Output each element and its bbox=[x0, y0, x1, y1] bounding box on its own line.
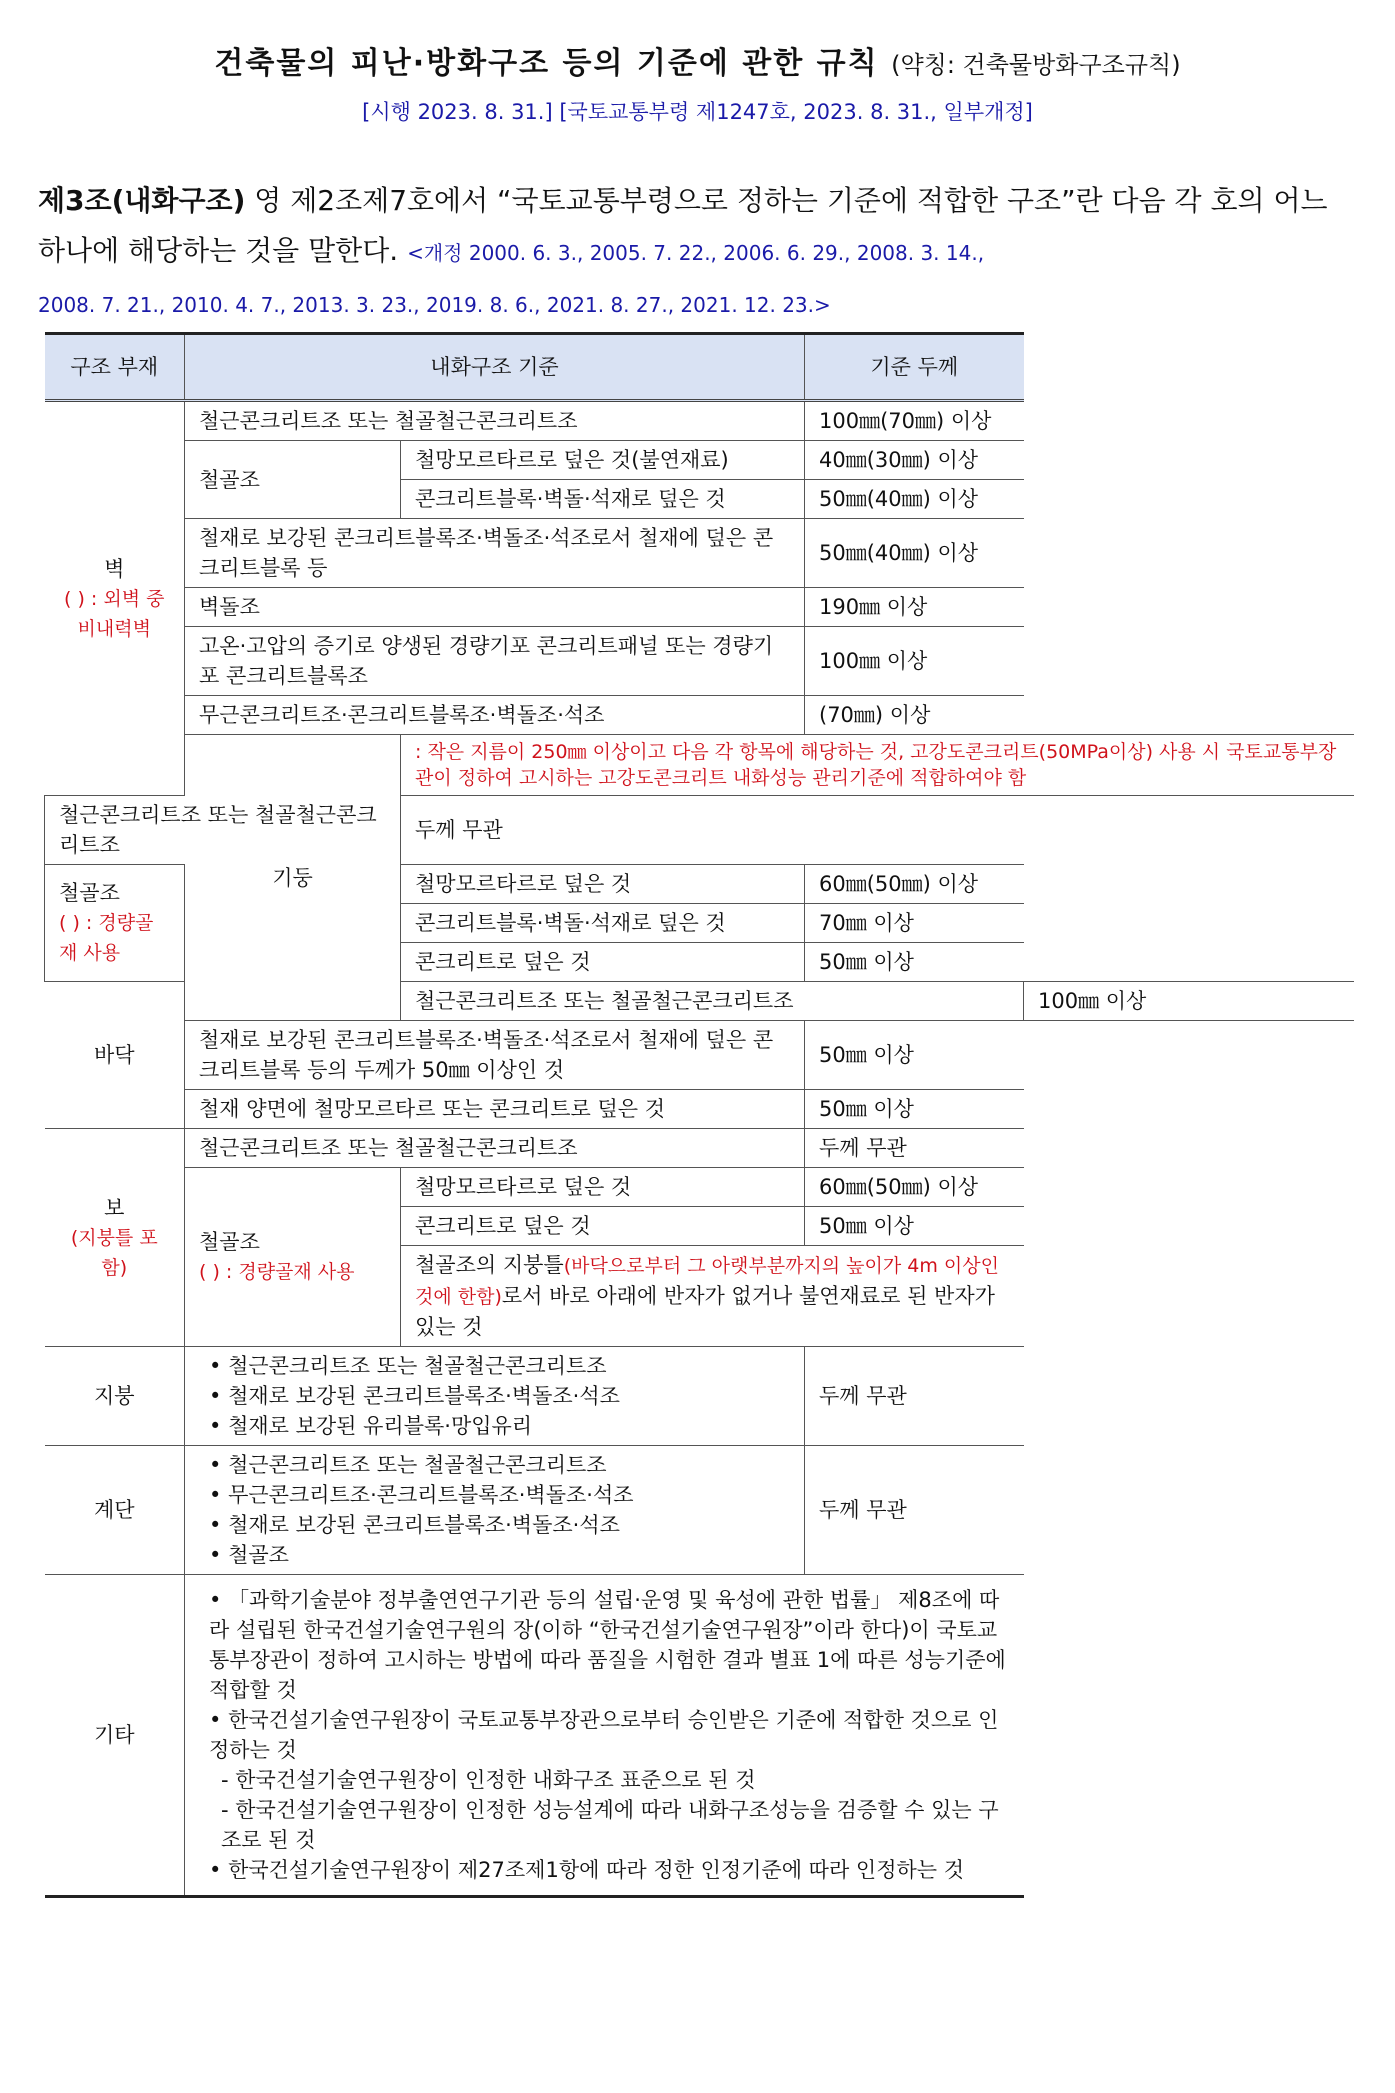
category-roof: 지붕 bbox=[45, 1347, 185, 1446]
list-item: • 무근콘크리트조·콘크리트블록조·벽돌조·석조 bbox=[209, 1480, 790, 1510]
list-item: • 철재로 보강된 유리블록·망입유리 bbox=[209, 1411, 790, 1441]
wall-note: ( ) : 외벽 중 비내력벽 bbox=[64, 587, 165, 640]
table-row: 콘크리트블록·벽돌·석재로 덮은 것 70㎜ 이상 bbox=[45, 904, 1355, 943]
list-item: • 철재로 보강된 콘크리트블록조·벽돌조·석조 bbox=[209, 1381, 790, 1411]
article-body bbox=[38, 176, 1358, 328]
header-member: 구조 부재 bbox=[45, 334, 185, 401]
beam-steel-note: ( ) : 경량골재 사용 bbox=[199, 1261, 355, 1283]
table-row: 벽 ( ) : 외벽 중 비내력벽 철근콘크리트조 또는 철골철근콘크리트조 100㎜(70㎜) 이상 bbox=[45, 401, 1355, 441]
list-item: • 한국건설기술연구원장이 국토교통부장관으로부터 승인받은 기준에 적합한 것으로 인정하는 것 bbox=[209, 1705, 1010, 1765]
category-beam: 보 (지붕틀 포함) bbox=[45, 1129, 185, 1347]
category-wall: 벽 ( ) : 외벽 중 비내력벽 bbox=[45, 401, 185, 796]
sub-item: - 한국건설기술연구원장이 인정한 내화구조 표준으로 된 것 bbox=[221, 1768, 756, 1792]
fireproof-structure-table bbox=[44, 332, 1354, 1898]
table-row bbox=[45, 1575, 1355, 1897]
table-row: 보 (지붕틀 포함) 철근콘크리트조 또는 철골철근콘크리트조 두께 무관 bbox=[45, 1129, 1355, 1168]
table-row: 계단 • 철근콘크리트조 또는 철골철근콘크리트조 • 무근콘크리트조·콘크리트블록조·벽돌조·석조 • 철재로 보강된 콘크리트블록조·벽돌조·석조 • 철골조 두께 무관 bbox=[45, 1446, 1355, 1575]
table-row bbox=[45, 735, 1355, 796]
title-abbreviation: (약칭: 건축물방화구조규칙) bbox=[891, 51, 1181, 79]
article-label: 제3조(내화구조) bbox=[38, 184, 246, 217]
table-row: 철골조 ( ) : 경량골재 사용 철망모르타르로 덮은 것 60㎜(50㎜) 이상 bbox=[45, 1168, 1355, 1207]
header-criteria: 내화구조 기준 bbox=[185, 334, 805, 401]
table-row: 철재로 보강된 콘크리트블록조·벽돌조·석조로서 철재에 덮은 콘크리트블록 등의 두께가 50㎜ 이상인 것 50㎜ 이상 bbox=[45, 1021, 1355, 1090]
table-row: 콘크리트로 덮은 것 50㎜ 이상 bbox=[45, 943, 1355, 982]
amendment-dates-1: <개정 2000. 6. 3., 2005. 7. 22., 2006. 6. 29., 2008. 3. 14., bbox=[407, 241, 985, 265]
list-item: • 철재로 보강된 콘크리트블록조·벽돌조·석조 bbox=[209, 1510, 790, 1540]
beam-note: (지붕틀 포함) bbox=[70, 1226, 158, 1279]
header-thickness: 기준 두께 bbox=[805, 334, 1024, 401]
table-row: 철골조 철망모르타르로 덮은 것(불연재료) 40㎜(30㎜) 이상 bbox=[45, 441, 1355, 480]
sub-item: - 한국건설기술연구원장이 인정한 성능설계에 따라 내화구조성능을 검증할 수 있는 구조로 된 것 bbox=[221, 1798, 999, 1852]
beam-roof-truss: 철골조의 지붕틀(바닥으로부터 그 아랫부분까지의 높이가 4m 이상인 것에 한함)로서 바로 아래에 반자가 없거나 불연재료로 된 반자가 있는 것 bbox=[401, 1246, 1024, 1347]
table-row: 고온·고압의 증기로 양생된 경량기포 콘크리트패널 또는 경량기포 콘크리트블록조 100㎜ 이상 bbox=[45, 627, 1355, 696]
category-floor: 바닥 bbox=[45, 982, 185, 1129]
column-steel-note: ( ) : 경량골재 사용 bbox=[59, 912, 154, 964]
list-item: • 철골조 bbox=[209, 1540, 790, 1570]
table-row: 철재 양면에 철망모르타르 또는 콘크리트로 덮은 것 50㎜ 이상 bbox=[45, 1090, 1355, 1129]
table-row: 벽돌조 190㎜ 이상 bbox=[45, 588, 1355, 627]
list-item: • 「과학기술분야 정부출연연구기관 등의 설립·운영 및 육성에 관한 법률」 제8조에 따라 설립된 한국건설기술연구원의 장(이하 “한국건설기술연구원장”이라 한다)이 국토교통부장관이 정하여 고시하는 방법에 따라 품질을 시험한 결과 별표 1에 따른 성능기준에 적합할 것 bbox=[209, 1585, 1010, 1705]
amendment-dates-2: 2008. 7. 21., 2010. 4. 7., 2013. 3. 23., 2019. 8. 6., 2021. 8. 27., 2021. 12. 23.> bbox=[38, 293, 831, 317]
table-row: 바닥 철근콘크리트조 또는 철골철근콘크리트조 100㎜ 이상 bbox=[45, 982, 1355, 1021]
table-header-row bbox=[45, 334, 1355, 401]
list-item: • 한국건설기술연구원장이 제27조제1항에 따라 정한 인정기준에 따라 인정하는 것 bbox=[209, 1855, 1010, 1885]
category-column: 기둥 bbox=[185, 735, 401, 1021]
article-text: 영 제2조제7호에서 “국토교통부령으로 정하는 기준에 적합한 구조”란 다음 각 호의 어느 하나에 해당하는 것을 말한다. bbox=[38, 184, 1328, 267]
table-row: 무근콘크리트조·콘크리트블록조·벽돌조·석조 (70㎜) 이상 bbox=[45, 696, 1355, 735]
table-row: 콘크리트블록·벽돌·석재로 덮은 것 50㎜(40㎜) 이상 bbox=[45, 480, 1355, 519]
table-row: 콘크리트로 덮은 것 50㎜ 이상 bbox=[45, 1207, 1355, 1246]
table-row: 철골조 ( ) : 경량골재 사용 철망모르타르로 덮은 것 60㎜(50㎜) 이상 bbox=[45, 865, 1355, 904]
document-header bbox=[0, 38, 1395, 126]
enforcement-info: [시행 2023. 8. 31.] [국토교통부령 제1247호, 2023. 8. 31., 일부개정] bbox=[362, 100, 1033, 124]
category-etc: 기타 bbox=[45, 1575, 185, 1897]
document-title: 건축물의 피난·방화구조 등의 기준에 관한 규칙 (약칭: 건축물방화구조규칙) bbox=[214, 46, 1181, 81]
column-note: : 작은 지름이 250㎜ 이상이고 다음 각 항목에 해당하는 것, 고강도콘크리트(50MPa이상) 사용 시 국토교통부장관이 정하여 고시하는 고강도콘크리트 내화성능 관리기준에 적합하여야 함 bbox=[401, 735, 1355, 796]
table-row: 철재로 보강된 콘크리트블록조·벽돌조·석조로서 철재에 덮은 콘크리트블록 등 50㎜(40㎜) 이상 bbox=[45, 519, 1355, 588]
category-stair: 계단 bbox=[45, 1446, 185, 1575]
table-row: 지붕 • 철근콘크리트조 또는 철골철근콘크리트조 • 철재로 보강된 콘크리트블록조·벽돌조·석조 • 철재로 보강된 유리블록·망입유리 두께 무관 bbox=[45, 1347, 1355, 1446]
list-item: • 철근콘크리트조 또는 철골철근콘크리트조 bbox=[209, 1450, 790, 1480]
table-row: 철근콘크리트조 또는 철골철근콘크리트조 두께 무관 bbox=[45, 796, 1355, 865]
list-item: • 철근콘크리트조 또는 철골철근콘크리트조 bbox=[209, 1351, 790, 1381]
